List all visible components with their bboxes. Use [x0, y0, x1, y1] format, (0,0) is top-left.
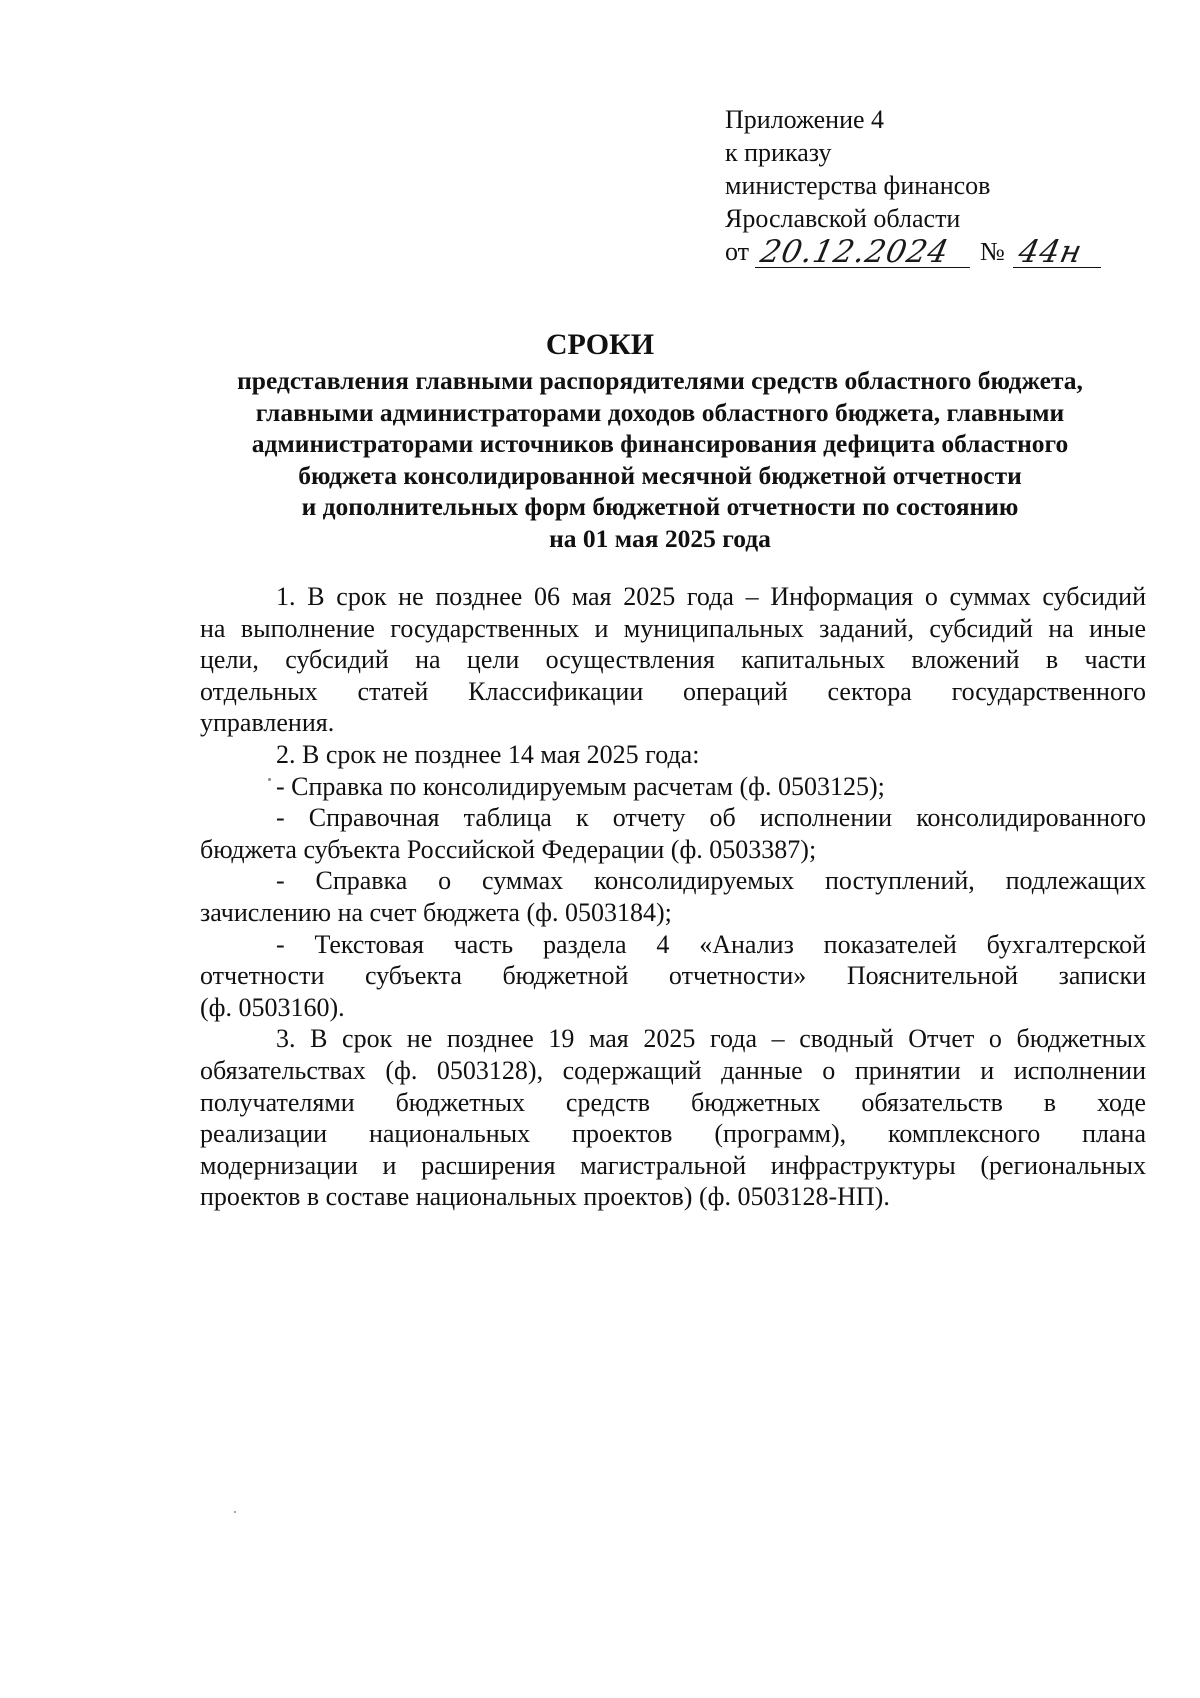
item-2-sub-b: [200, 802, 1146, 865]
text-line: на выполнение государственных и муниципальных заданий, субсидий на иные: [200, 613, 1146, 643]
text-line: реализации национальных проектов (программ), комплексного плана: [200, 1119, 1146, 1149]
subtitle-line: бюджета консолидированной месячной бюджетной отчетности: [298, 460, 1022, 490]
text-line: цели, субсидий на цели осуществления капитальных вложений в части: [200, 645, 1146, 675]
text-line: (ф. 0503160).: [200, 992, 345, 1022]
text-line: - Справка о суммах консолидируемых поступлений, подлежащих: [276, 866, 1146, 896]
number-label: №: [980, 237, 1005, 266]
appendix-line-4: Ярославской области: [725, 204, 961, 233]
text-line: отчетности субъекта бюджетной отчетности» Пояснительной записки: [200, 961, 1146, 991]
text-line: - Справка по консолидируемым расчетам (ф. 0503125);: [276, 771, 885, 801]
number-field: [1013, 234, 1101, 270]
text-line: управления.: [200, 708, 335, 738]
appendix-line-3: министерства финансов: [725, 171, 991, 200]
subtitle-line: и дополнительных форм бюджетной отчетности по состоянию: [301, 492, 1019, 521]
text-line: модернизации и расширения магистральной инфраструктуры (региональных: [200, 1150, 1146, 1180]
item-2-sub-a: [200, 771, 1146, 803]
text-line: отдельных статей Классификации операций сектора государственного: [200, 676, 1146, 706]
text-line: обязательствах (ф. 0503128), содержащий данные о принятии и исполнении: [200, 1055, 1146, 1085]
item-2-sub-c: [200, 865, 1146, 928]
item-2-sub-d: [200, 929, 1146, 1024]
text-line: - Справочная таблица к отчету об исполнении консолидированного: [276, 803, 1146, 833]
appendix-block: [725, 103, 1145, 268]
scan-speck: [268, 778, 271, 781]
subtitle-line: на 01 мая 2025 года: [549, 523, 771, 553]
item-3: [200, 1023, 1146, 1213]
subtitle-line: главными администраторами доходов областного бюджета, главными: [255, 397, 1065, 427]
appendix-line-2: к приказу: [725, 138, 832, 167]
text-line: 1. В срок не позднее 06 мая 2025 года – Информация о суммах субсидий: [276, 582, 1146, 611]
document-subtitle: [190, 365, 1130, 554]
text-line: - Текстовая часть раздела 4 «Анализ показателей бухгалтерской: [276, 929, 1146, 959]
text-line: проектов в составе национальных проектов) (ф. 0503128-НП).: [200, 1182, 890, 1212]
subtitle-line: администраторами источников финансирования дефицита областного: [251, 429, 1069, 458]
handwritten-date: 20.12.2024: [757, 234, 953, 270]
document-body: [200, 581, 1146, 1213]
scan-speck: [234, 1511, 236, 1513]
subtitle-line: представления главными распорядителями средств областного бюджета,: [237, 366, 1083, 395]
item-1: [200, 581, 1146, 739]
order-date-number-line: [725, 235, 1145, 268]
handwritten-number: 44н: [1015, 234, 1086, 270]
appendix-line-1: Приложение 4: [725, 105, 885, 134]
text-line: бюджета субъекта Российской Федерации (ф. 0503387);: [200, 834, 817, 864]
text-line: зачислению на счет бюджета (ф. 0503184);: [200, 897, 672, 927]
date-field: [755, 234, 970, 270]
text-line: 3. В срок не позднее 19 мая 2025 года – сводный Отчет о бюджетных: [276, 1024, 1146, 1054]
item-2: [200, 739, 1146, 771]
text-line: получателями бюджетных средств бюджетных обязательств в ходе: [200, 1087, 1146, 1117]
text-line: 2. В срок не позднее 14 мая 2025 года:: [276, 739, 700, 769]
from-label: от: [725, 237, 750, 266]
document-title: СРОКИ: [545, 328, 655, 361]
